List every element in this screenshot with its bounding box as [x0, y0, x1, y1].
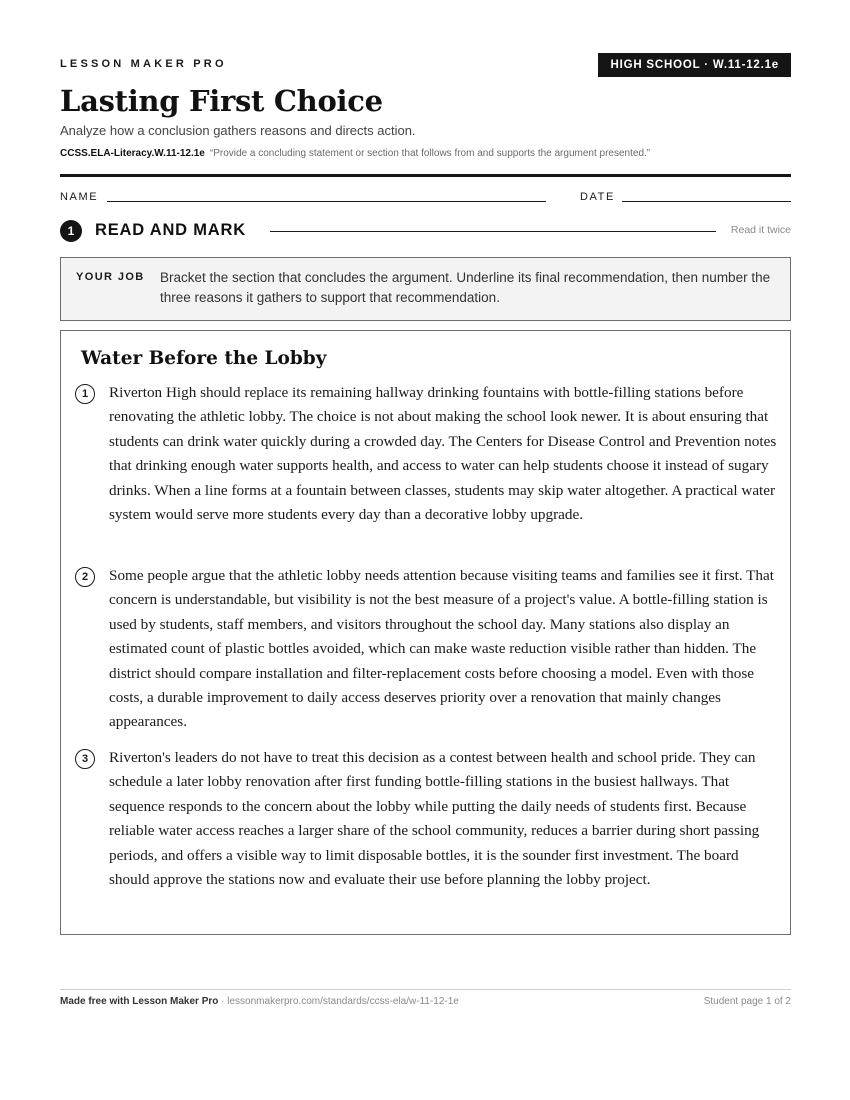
section-title: READ AND MARK	[95, 221, 246, 239]
footer-page-number: Student page 1 of 2	[703, 996, 791, 1007]
header-divider	[60, 174, 791, 177]
name-field-line[interactable]	[107, 201, 546, 202]
passage-title: Water Before the Lobby	[81, 348, 327, 369]
grade-standard-badge: HIGH SCHOOL · W.11-12.1e	[598, 53, 791, 77]
footer-url[interactable]: · lessonmakerpro.com/standards/ccss-ela/w-11-12-1e	[218, 996, 459, 1007]
your-job-instructions: Bracket the section that concludes the argument. Underline its final recommendation, then number the three reasons it gathers to support that recommendation.	[160, 270, 771, 305]
footer-divider	[60, 989, 791, 990]
your-job-box	[60, 257, 791, 321]
passage-box	[60, 330, 791, 935]
paragraph-2: Some people argue that the athletic lobby needs attention because visiting teams and families see it first. That concern is understandable, but visibility is not the best measure of a project's value. A bottle-filling station is used by students, staff members, and visitors throughout the school day. Many stations also display an estimated count of plastic bottles avoided, which can make waste reduction visible rather than hidden. The district should compare installation and filter-replacement costs before choosing a model. Even with those costs, a durable improvement to daily access deserves priority over a renovation that mainly changes appearances.	[109, 567, 774, 731]
paragraph-number-3: 3	[75, 749, 95, 769]
paragraph-number-1: 1	[75, 384, 95, 404]
paragraph-3: Riverton's leaders do not have to treat this decision as a contest between health and school pride. They can schedule a later lobby renovation after first funding bottle-filling stations in the busiest hallways. That sequence responds to the concern about the lobby while putting the daily needs of students first. Because reliable water access reaches a larger share of the school community, reduces a barrier during short passing periods, and offers a visible way to limit disposable bottles, it is the sounder first investment. The board should approve the stations now and evaluate their use before planning the lobby project.	[109, 749, 760, 889]
footer-credit	[60, 996, 459, 1007]
section-note: Read it twice	[730, 224, 791, 236]
standard-code: CCSS.ELA-Literacy.W.11-12.1e	[60, 148, 205, 159]
standard-line	[60, 148, 791, 159]
paragraph-1: Riverton High should replace its remaining hallway drinking fountains with bottle-filling stations before renovating the athletic lobby. The choice is not about making the school look newer. It is about ensuring that students can drink water quickly during a crowded day. The Centers for Disease Control and Prevention notes that drinking enough water supports health, and access to water can help students choose it instead of sugary drinks. When a line forms at a fountain between classes, students may skip water altogether. A practical water system would serve more students every day than a decorative lobby upgrade.	[109, 384, 777, 524]
section-rule	[270, 231, 716, 232]
name-label: NAME	[60, 191, 99, 203]
page-subtitle: Analyze how a conclusion gathers reasons and directs action.	[60, 123, 416, 138]
date-label: DATE	[580, 191, 615, 203]
worksheet-page	[60, 0, 791, 1100]
footer-made-with: Made free with Lesson Maker Pro	[60, 996, 219, 1007]
date-field-line[interactable]	[622, 201, 791, 202]
page-title: Lasting First Choice	[60, 84, 383, 118]
brand-name: LESSON MAKER PRO	[60, 58, 227, 70]
your-job-label: YOUR JOB	[76, 271, 145, 283]
section-number-badge: 1	[60, 220, 82, 242]
standard-quote: “Provide a concluding statement or section that follows from and supports the argument presented.”	[209, 148, 651, 159]
paragraph-number-2: 2	[75, 567, 95, 587]
